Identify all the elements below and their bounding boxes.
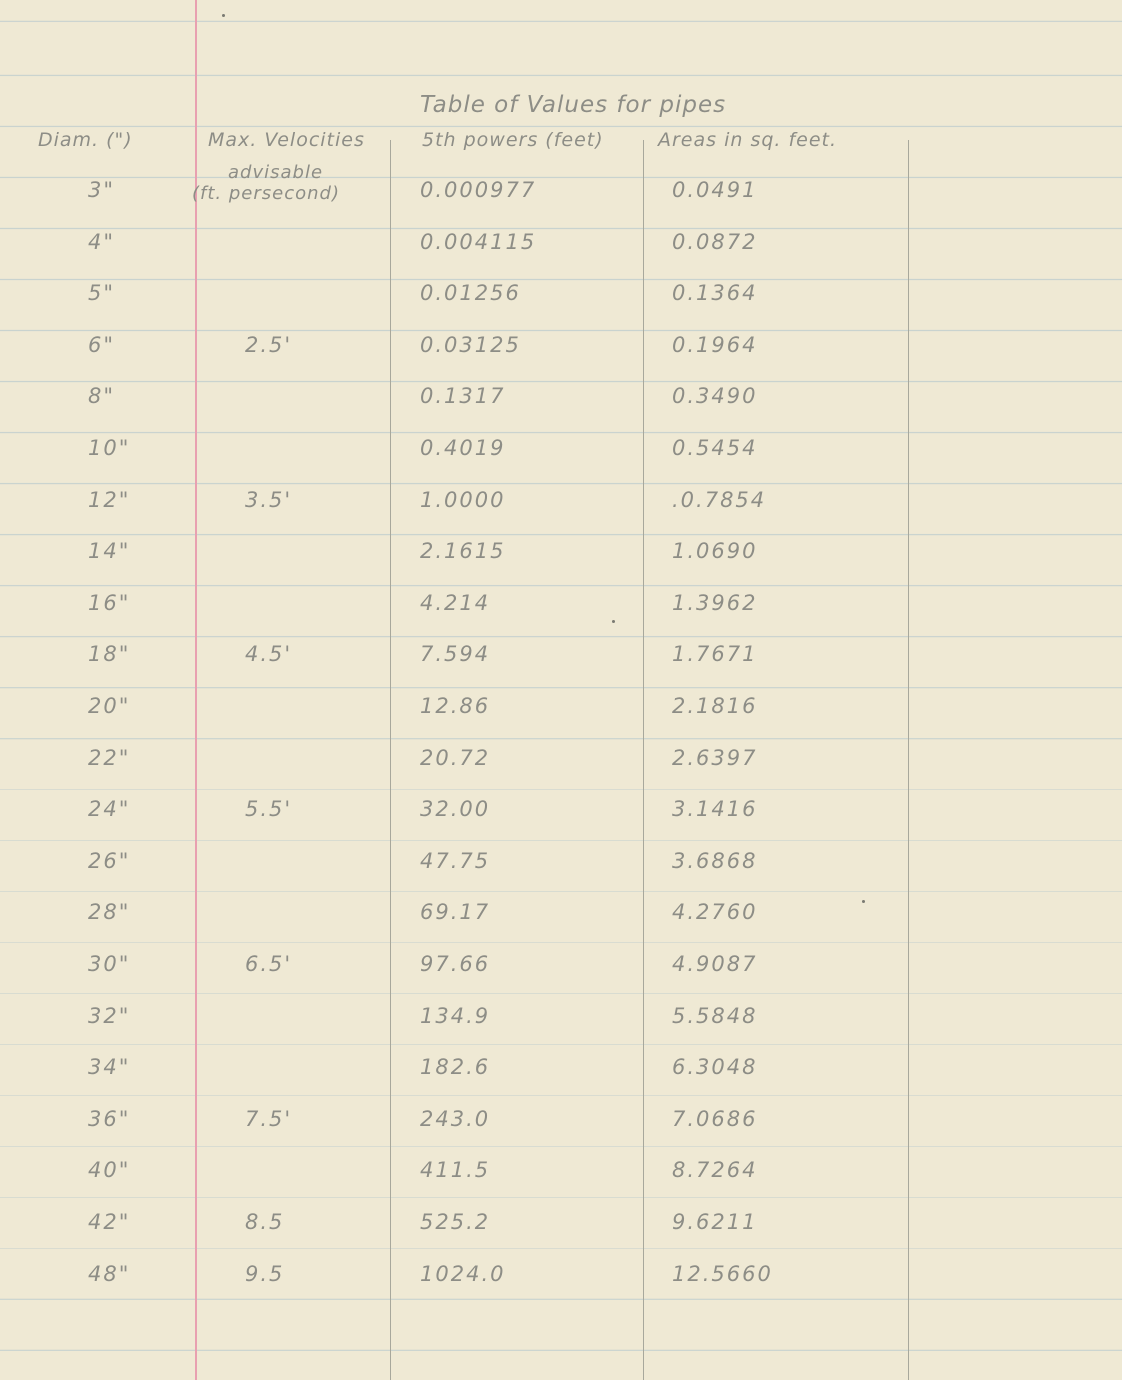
- velocity-cell: 9.5: [245, 1261, 285, 1286]
- pencil-dot: [612, 620, 615, 623]
- power-cell: 7.594: [420, 642, 491, 667]
- header-velocity-line2: advisable: [228, 162, 324, 183]
- area-cell: .0.7854: [672, 487, 767, 512]
- diameter-cell: 32": [88, 1003, 131, 1028]
- header-velocity-line3: (ft. persecond): [192, 183, 340, 204]
- velocity-cell: 8.5: [245, 1210, 285, 1234]
- diameter-cell: 36": [88, 1106, 131, 1131]
- diameter-cell: 8": [88, 384, 116, 409]
- diameter-cell: 12": [88, 487, 131, 512]
- area-cell: 2.1816: [672, 694, 758, 718]
- velocity-cell: 2.5': [245, 332, 293, 357]
- diameter-cell: 28": [88, 900, 131, 925]
- area-cell: 2.6397: [672, 745, 758, 770]
- area-cell: 12.5660: [672, 1261, 773, 1286]
- area-cell: 7.0686: [672, 1106, 758, 1131]
- power-cell: 47.75: [420, 848, 491, 873]
- diameter-cell: 4": [88, 229, 116, 254]
- power-cell: 525.2: [420, 1210, 491, 1234]
- diameter-cell: 34": [88, 1055, 131, 1080]
- power-cell: 0.03125: [420, 332, 521, 357]
- diameter-cell: 48": [88, 1261, 131, 1286]
- power-cell: 1024.0: [420, 1261, 506, 1286]
- velocity-cell: 3.5': [245, 487, 293, 512]
- area-cell: 0.0491: [672, 178, 758, 202]
- diameter-cell: 30": [88, 952, 131, 976]
- page-title: Table of Values for pipes: [420, 92, 727, 118]
- area-cell: 0.1964: [672, 332, 758, 357]
- power-cell: 20.72: [420, 745, 491, 770]
- diameter-cell: 26": [88, 848, 131, 873]
- column-rule: [643, 140, 644, 1380]
- power-cell: 0.000977: [420, 178, 537, 202]
- margin-line: [195, 0, 197, 1380]
- area-cell: 5.5848: [672, 1003, 758, 1028]
- column-rule: [390, 140, 391, 1380]
- diameter-cell: 14": [88, 539, 131, 564]
- power-cell: 4.214: [420, 590, 491, 615]
- power-cell: 134.9: [420, 1003, 491, 1028]
- velocity-cell: 4.5': [245, 642, 293, 667]
- power-cell: 0.4019: [420, 436, 506, 460]
- power-cell: 0.01256: [420, 281, 521, 306]
- power-cell: 243.0: [420, 1106, 491, 1131]
- power-cell: 32.00: [420, 797, 491, 822]
- area-cell: 4.9087: [672, 952, 758, 976]
- velocity-cell: 7.5': [245, 1106, 293, 1131]
- diameter-cell: 3": [88, 178, 116, 202]
- column-rule: [908, 140, 909, 1380]
- power-cell: 182.6: [420, 1055, 491, 1080]
- area-cell: 6.3048: [672, 1055, 758, 1080]
- diameter-cell: 20": [88, 694, 131, 718]
- diameter-cell: 24": [88, 797, 131, 822]
- area-cell: 0.3490: [672, 384, 758, 409]
- diameter-cell: 5": [88, 281, 116, 306]
- diameter-cell: 10": [88, 436, 131, 460]
- pencil-dot: [862, 900, 865, 903]
- area-cell: 0.0872: [672, 229, 758, 254]
- velocity-cell: 6.5': [245, 952, 293, 976]
- area-cell: 1.7671: [672, 642, 758, 667]
- diameter-cell: 18": [88, 642, 131, 667]
- header-velocity: Max. Velocities: [208, 129, 365, 151]
- power-cell: 2.1615: [420, 539, 506, 564]
- area-cell: 3.1416: [672, 797, 758, 822]
- diameter-cell: 6": [88, 332, 116, 357]
- power-cell: 0.004115: [420, 229, 537, 254]
- area-cell: 9.6211: [672, 1210, 758, 1234]
- power-cell: 411.5: [420, 1158, 491, 1183]
- diameter-cell: 40": [88, 1158, 131, 1183]
- area-cell: 3.6868: [672, 848, 758, 873]
- power-cell: 69.17: [420, 900, 491, 925]
- power-cell: 1.0000: [420, 487, 506, 512]
- header-diameter: Diam. ("): [38, 129, 133, 151]
- power-cell: 12.86: [420, 694, 491, 718]
- power-cell: 97.66: [420, 952, 491, 976]
- power-cell: 0.1317: [420, 384, 506, 409]
- header-powers: 5th powers (feet): [422, 129, 604, 151]
- velocity-cell: 5.5': [245, 797, 293, 822]
- area-cell: 0.5454: [672, 436, 758, 460]
- diameter-cell: 42": [88, 1210, 131, 1234]
- area-cell: 4.2760: [672, 900, 758, 925]
- header-areas: Areas in sq. feet.: [658, 129, 838, 151]
- area-cell: 0.1364: [672, 281, 758, 306]
- area-cell: 1.3962: [672, 590, 758, 615]
- diameter-cell: 22": [88, 745, 131, 770]
- diameter-cell: 16": [88, 590, 131, 615]
- pencil-dot: [222, 14, 225, 17]
- area-cell: 1.0690: [672, 539, 758, 564]
- area-cell: 8.7264: [672, 1158, 758, 1183]
